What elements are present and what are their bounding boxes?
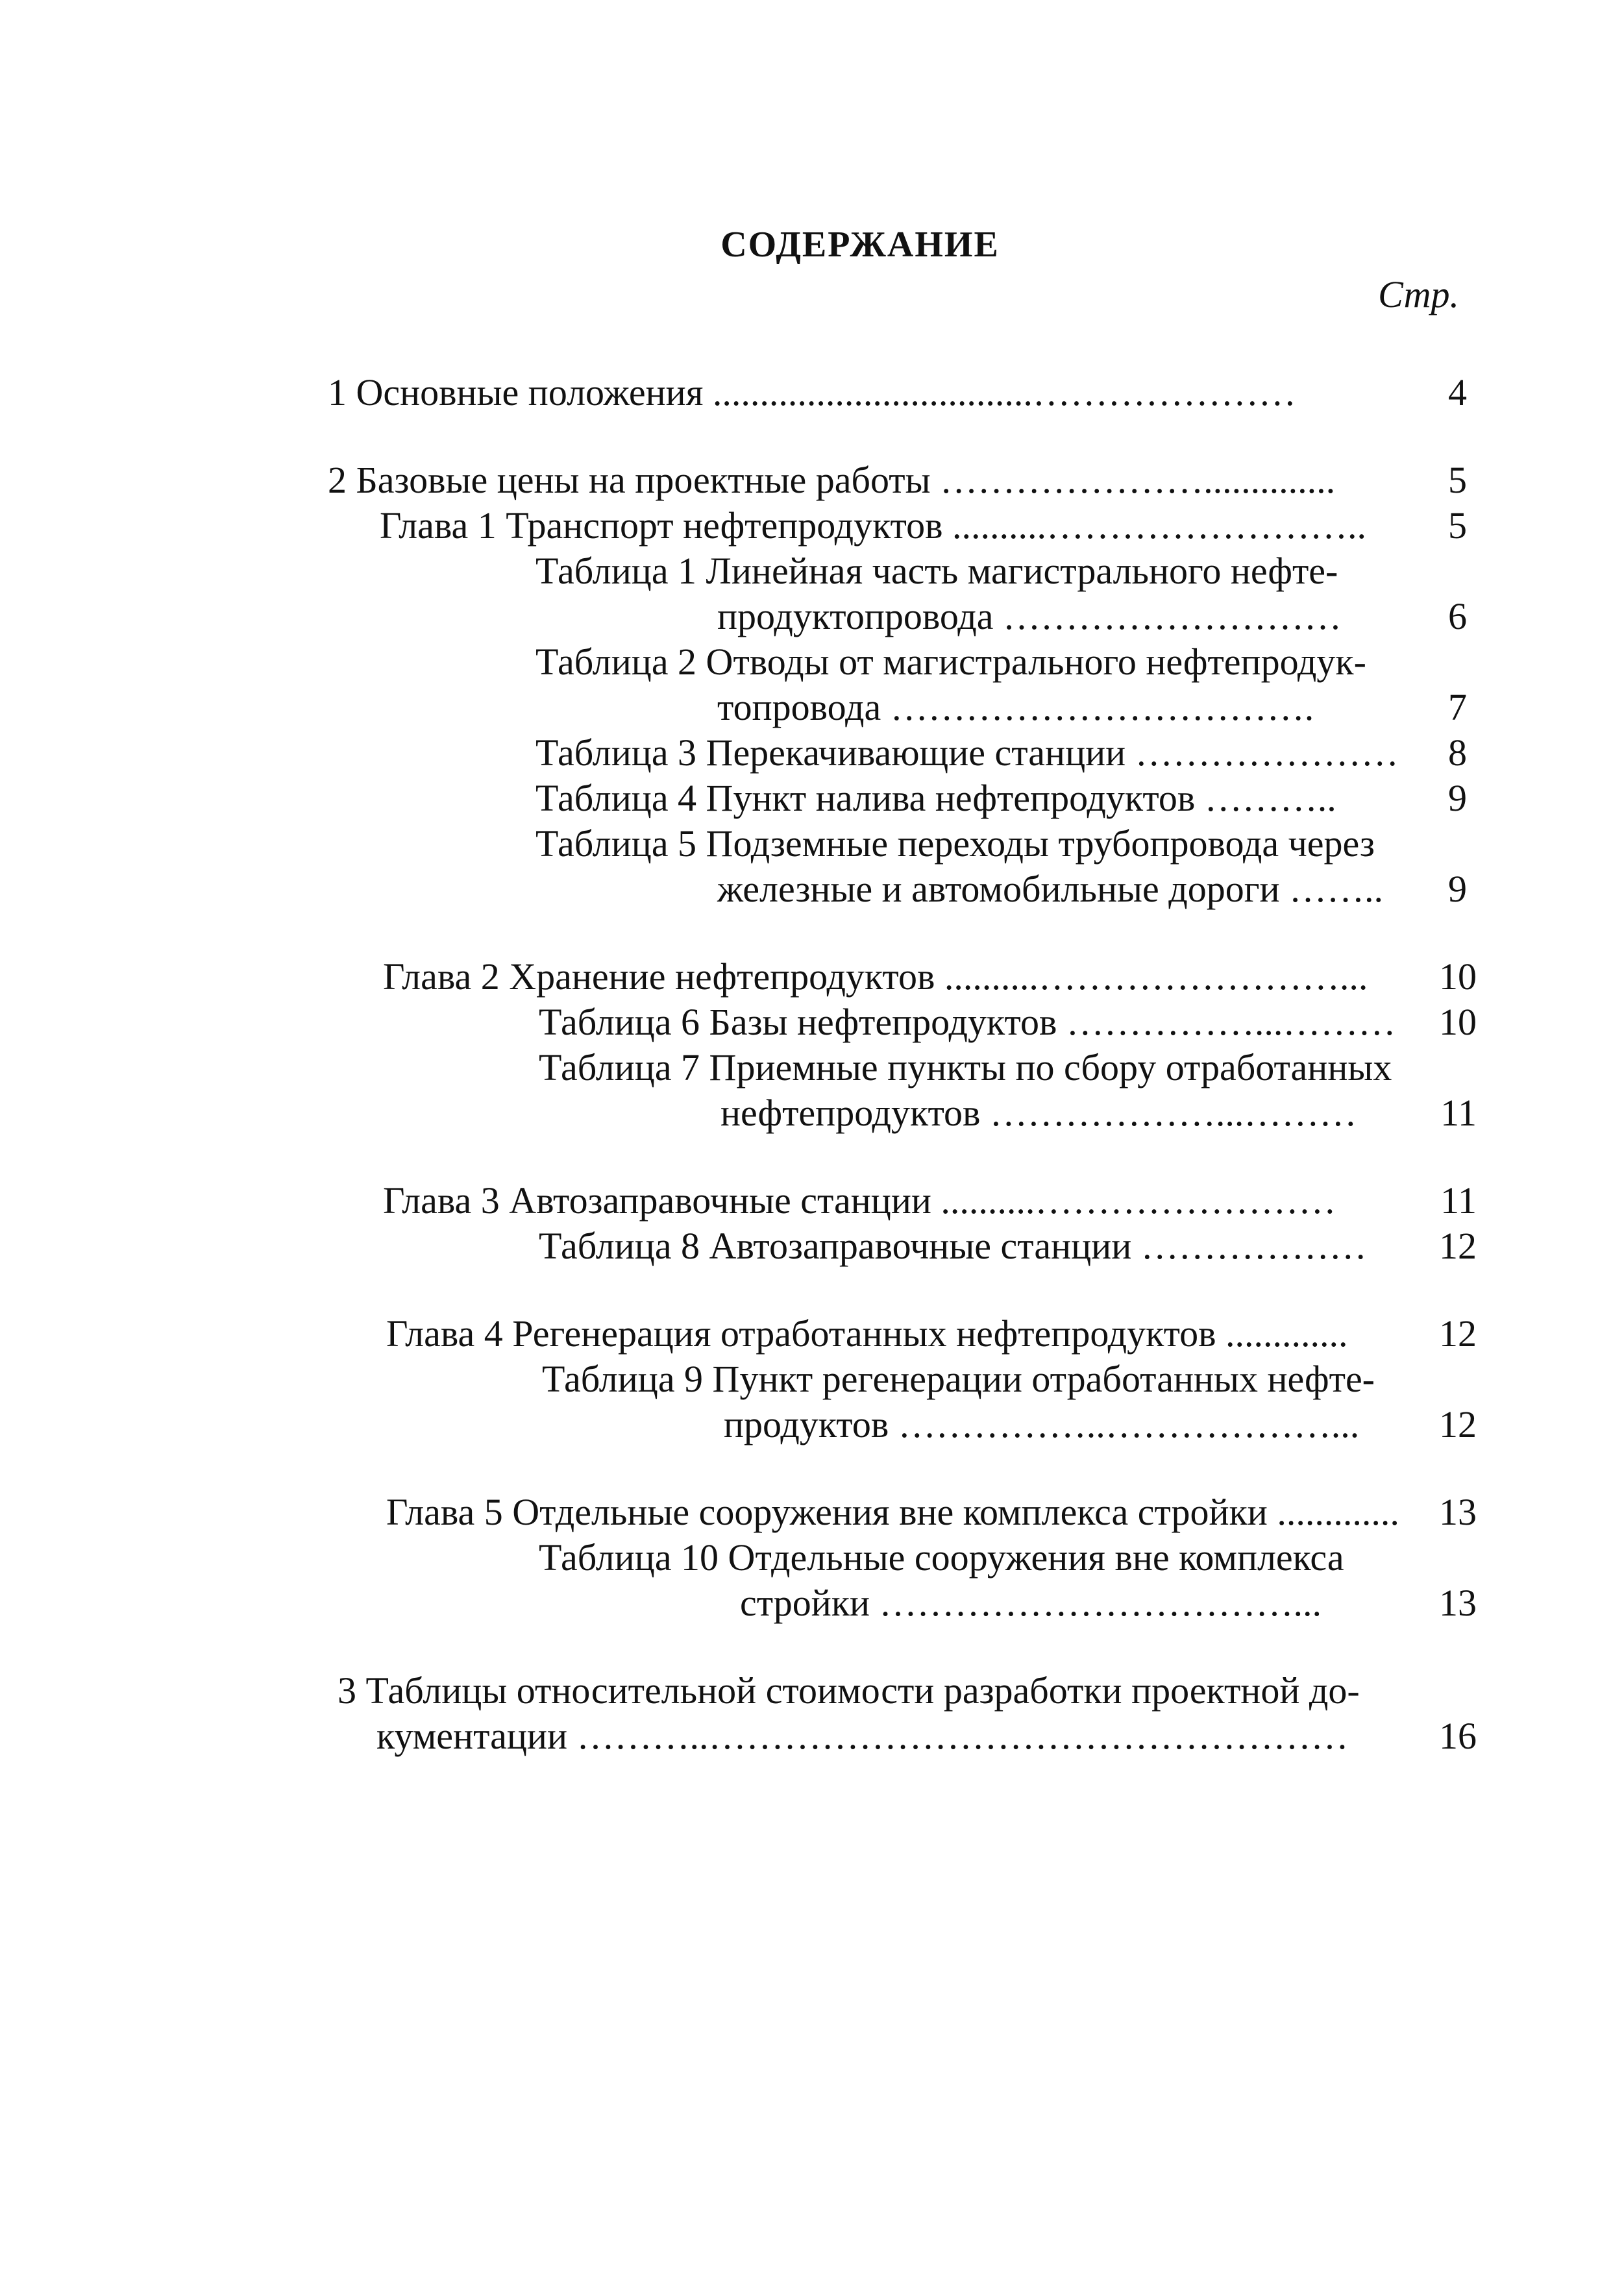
- toc-page-num: 12: [1439, 1225, 1477, 1267]
- toc-page-num: 11: [1440, 1092, 1477, 1134]
- toc-table-6: Таблица 6 Базы нефтепродуктов ……………...………: [539, 1001, 1396, 1043]
- toc-page-num: 11: [1440, 1179, 1477, 1222]
- toc-table-5-cont: железные и автомобильные дороги ……..: [717, 868, 1384, 910]
- toc-page-num: 4: [1448, 371, 1467, 413]
- toc-page-num: 8: [1448, 731, 1467, 774]
- toc-table-10: Таблица 10 Отдельные сооружения вне комплекса: [539, 1536, 1344, 1579]
- toc-table-1: Таблица 1 Линейная часть магистрального нефте-: [535, 550, 1338, 592]
- toc-table-2: Таблица 2 Отводы от магистрального нефтепродук-: [535, 641, 1366, 683]
- toc-entry-3: 3 Таблицы относительной стоимости разработки проектной до-: [338, 1669, 1360, 1712]
- toc-page-num: 9: [1448, 868, 1467, 910]
- toc-entry-1: 1 Основные положения ..................................…………………: [328, 371, 1296, 413]
- toc-table-4: Таблица 4 Пункт налива нефтепродуктов ………..: [535, 777, 1336, 819]
- toc-chapter-4: Глава 4 Регенерация отработанных нефтепродуктов .............: [386, 1312, 1348, 1355]
- toc-page-num: 10: [1439, 1001, 1477, 1043]
- toc-table-1-cont: продуктопровода ………………………: [717, 595, 1342, 637]
- toc-page-num: 5: [1448, 504, 1467, 547]
- page-title: СОДЕРЖАНИЕ: [720, 225, 1000, 265]
- toc-page-num: 16: [1439, 1715, 1477, 1757]
- toc-table-9: Таблица 9 Пункт регенерации отработанных нефте-: [542, 1358, 1375, 1400]
- toc-table-3: Таблица 3 Перекачивающие станции …………………: [535, 731, 1399, 774]
- toc-entry-2: 2 Базовые цены на проектные работы …………………..............: [328, 459, 1336, 501]
- toc-table-9-cont: продуктов ……………..………………...: [724, 1403, 1360, 1445]
- toc-table-5: Таблица 5 Подземные переходы трубопровода через: [535, 822, 1375, 865]
- toc-table-8: Таблица 8 Автозаправочные станции ………………: [539, 1225, 1367, 1267]
- page-column-label: Стр.: [1378, 273, 1459, 315]
- toc-page-num: 7: [1448, 686, 1467, 728]
- toc-page-num: 12: [1439, 1312, 1477, 1355]
- toc-chapter-1: Глава 1 Транспорт нефтепродуктов ..........……………………..: [380, 504, 1367, 547]
- toc-page-num: 5: [1448, 459, 1467, 501]
- toc-chapter-5: Глава 5 Отдельные сооружения вне комплекса стройки .............: [386, 1491, 1399, 1533]
- toc-chapter-2: Глава 2 Хранение нефтепродуктов ..........……………………...: [383, 955, 1368, 998]
- toc-page-num: 6: [1448, 595, 1467, 637]
- toc-entry-3-cont: кументации ………..……………………………………………: [376, 1715, 1349, 1757]
- toc-chapter-3: Глава 3 Автозаправочные станции ..........……………………: [383, 1179, 1336, 1222]
- toc-table-7: Таблица 7 Приемные пункты по сбору отработанных: [539, 1046, 1392, 1088]
- toc-page-num: 13: [1439, 1491, 1477, 1533]
- toc-page-num: 12: [1439, 1403, 1477, 1445]
- toc-page-num: 9: [1448, 777, 1467, 819]
- toc-table-7-cont: нефтепродуктов ………………...………: [720, 1092, 1357, 1134]
- toc-table-10-cont: стройки ……………………………...: [740, 1582, 1322, 1624]
- toc-page-num: 13: [1439, 1582, 1477, 1624]
- toc-table-2-cont: топровода …………………………….: [717, 686, 1314, 728]
- toc-page-num: 10: [1439, 955, 1477, 998]
